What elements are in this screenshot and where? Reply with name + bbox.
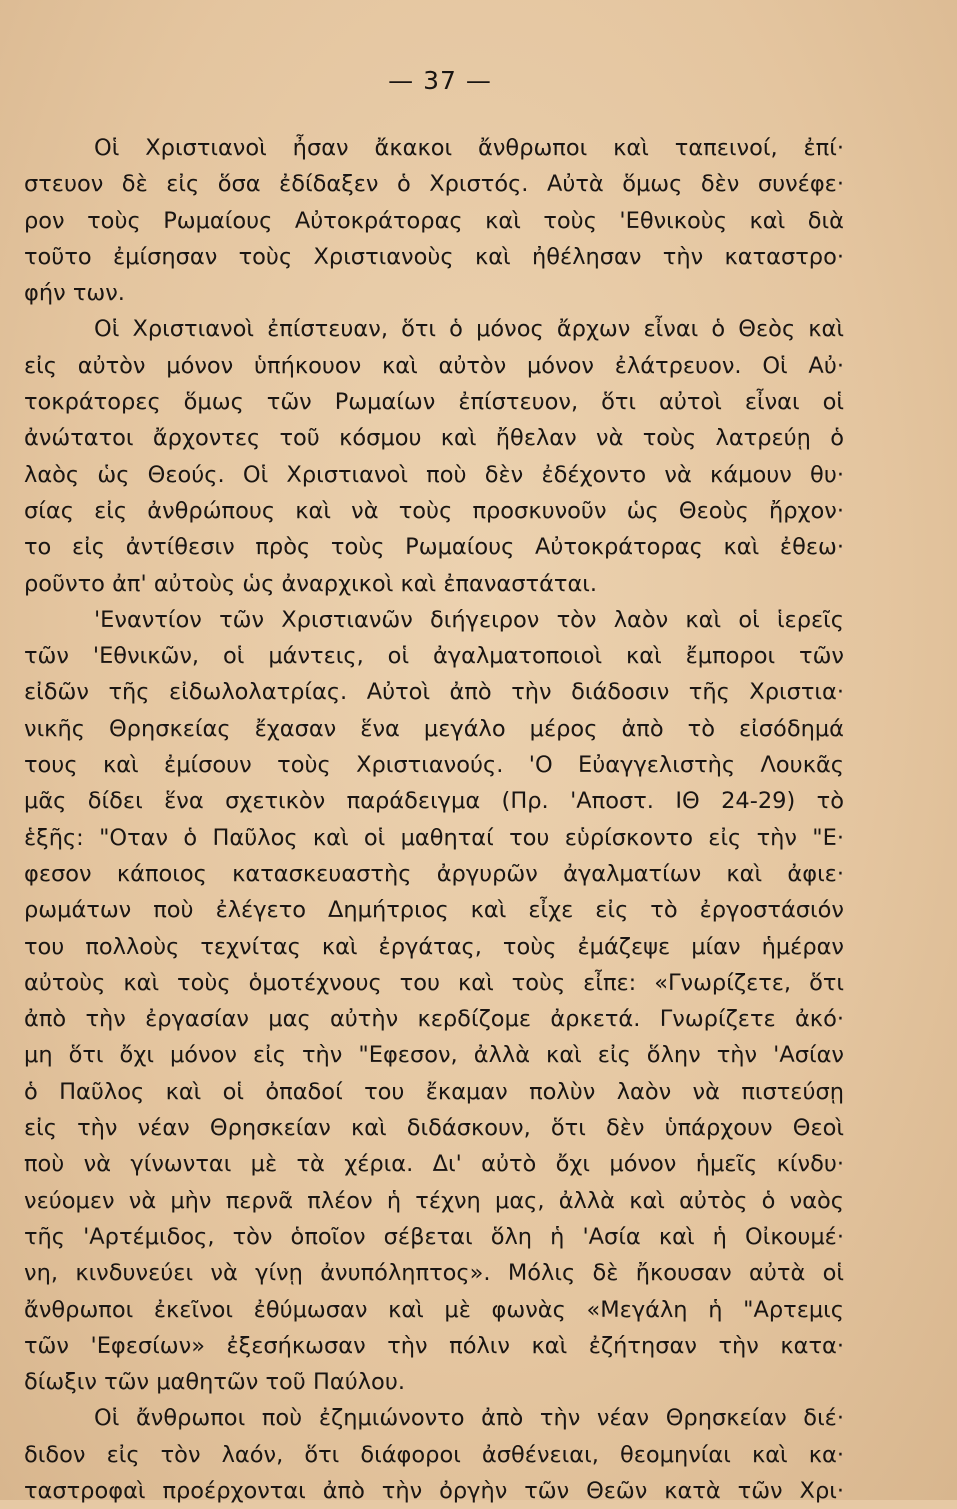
- text-line: ἄνθρωποι ἐκεῖνοι ἐθύμωσαν καὶ μὲ φωνὰς «Μεγάλη ἡ "Αρτεμις: [24, 1296, 844, 1323]
- text-line: λαὸς ὡς Θεούς. Οἱ Χριστιανοὶ ποὺ δὲν ἐδέχοντο νὰ κάμουν θυ·: [24, 461, 844, 488]
- text-line: νικῆς Θρησκείας ἔχασαν ἕνα μεγάλο μέρος ἀπὸ τὸ εἰσόδημά: [24, 715, 844, 742]
- text-line: μη ὅτι ὄχι μόνον εἰς τὴν "Εφεσον, ἀλλὰ καὶ εἰς ὅλην τὴν 'Ασίαν: [24, 1042, 844, 1069]
- text-line: νεύομεν νὰ μὴν περνᾶ πλέον ἡ τέχνη μας, ἀλλὰ καὶ αὐτὸς ὁ ναὸς: [24, 1187, 844, 1214]
- text-line: το εἰς ἀντίθεσιν πρὸς τοὺς Ρωμαίους Αὐτοκράτορας καὶ ἐθεω·: [24, 534, 844, 561]
- text-line: εἰς αὐτὸν μόνον ὑπήκουον καὶ αὐτὸν μόνον ἐλάτρευον. Οἱ Αὐ·: [24, 352, 844, 379]
- paragraph-3: [24, 602, 844, 1401]
- text-line: φεσον κάποιος κατασκευαστὴς ἀργυρῶν ἀγαλματίων καὶ ἀφιε·: [24, 860, 844, 887]
- text-line: ποὺ νὰ γίνωνται μὲ τὰ χέρια. Δι' αὐτὸ ὄχι μόνον ἡμεῖς κίνδυ·: [24, 1151, 844, 1178]
- text-line: ἑξῆς: "Οταν ὁ Παῦλος καὶ οἱ μαθηταί του εὑρίσκοντο εἰς τὴν "Ε·: [24, 824, 844, 851]
- text-line: τῶν 'Εφεσίων» ἐξεσήκωσαν τὴν πόλιν καὶ ἐζήτησαν τὴν κατα·: [24, 1332, 844, 1359]
- text-line: εἰδῶν τῆς εἰδωλολατρίας. Αὐτοὶ ἀπὸ τὴν διάδοσιν τῆς Χριστια·: [24, 679, 844, 706]
- text-line: τοῦτο ἐμίσησαν τοὺς Χριστιανοὺς καὶ ἠθέλησαν τὴν καταστρο·: [24, 243, 844, 270]
- text-line: ρωμάτων ποὺ ἐλέγετο Δημήτριος καὶ εἶχε εἰς τὸ ἐργοστάσιόν: [24, 897, 844, 924]
- text-line: εἰς τὴν νέαν Θρησκείαν καὶ διδάσκουν, ὅτι δὲν ὑπάρχουν Θεοὶ: [24, 1115, 844, 1142]
- text-line: νη, κινδυνεύει νὰ γίνῃ ἀνυπόληπτος». Μόλις δὲ ἤκουσαν αὐτὰ οἱ: [24, 1260, 844, 1287]
- text-line: στευον δὲ εἰς ὅσα ἐδίδαξεν ὁ Χριστός. Αὐτὰ ὅμως δὲν συνέφε·: [24, 171, 844, 198]
- text-line: ροῦντο ἀπ' αὐτοὺς ὡς ἀναρχικοὶ καὶ ἐπαναστάται.: [24, 570, 598, 597]
- body-text: [24, 130, 844, 1509]
- text-line: του πολλοὺς τεχνίτας καὶ ἐργάτας, τοὺς ἐμάζεψε μίαν ἡμέραν: [24, 933, 844, 960]
- paragraph-4: [24, 1400, 844, 1509]
- text-line: φήν των.: [24, 280, 125, 307]
- text-line: τοκράτορες ὅμως τῶν Ρωμαίων ἐπίστευον, ὅτι αὐτοὶ εἶναι οἱ: [24, 389, 844, 416]
- text-line: δίωξιν τῶν μαθητῶν τοῦ Παύλου.: [24, 1369, 405, 1396]
- text-line: Οἱ Χριστιανοὶ ἐπίστευαν, ὅτι ὁ μόνος ἄρχων εἶναι ὁ Θεὸς καὶ: [94, 316, 844, 343]
- paragraph-1: [24, 130, 844, 311]
- text-line: τῆς 'Αρτέμιδος, τὸν ὁποῖον σέβεται ὅλη ἡ 'Ασία καὶ ἡ Οἰκουμέ·: [24, 1223, 844, 1250]
- text-line: ἀνώτατοι ἄρχοντες τοῦ κόσμου καὶ ἤθελαν νὰ τοὺς λατρεύῃ ὁ: [24, 425, 844, 452]
- paragraph-2: [24, 311, 844, 601]
- text-line: μᾶς δίδει ἕνα σχετικὸν παράδειγμα (Πρ. 'Αποστ. ΙΘ 24-29) τὸ: [24, 788, 844, 815]
- text-line: ταστροφαὶ προέρχονται ἀπὸ τὴν ὀργὴν τῶν Θεῶν κατὰ τῶν Χρι·: [24, 1477, 844, 1504]
- text-line: τῶν 'Εθνικῶν, οἱ μάντεις, οἱ ἀγαλματοποιοὶ καὶ ἔμποροι τῶν: [24, 643, 844, 670]
- text-line: Οἱ ἄνθρωποι ποὺ ἐζημιώνοντο ἀπὸ τὴν νέαν Θρησκείαν διέ·: [94, 1405, 844, 1432]
- page-number: — 37 —: [388, 66, 492, 95]
- text-line: τους καὶ ἐμίσουν τοὺς Χριστιανούς. 'Ο Εὐαγγελιστὴς Λουκᾶς: [24, 752, 844, 779]
- text-line: ρον τοὺς Ρωμαίους Αὐτοκράτορας καὶ τοὺς 'Εθνικοὺς καὶ διὰ: [24, 207, 844, 234]
- text-line: διδον εἰς τὸν λαόν, ὅτι διάφοροι ἀσθένειαι, θεομηνίαι καὶ κα·: [24, 1441, 844, 1468]
- text-line: Οἱ Χριστιανοὶ ἦσαν ἄκακοι ἄνθρωποι καὶ ταπεινοί, ἐπί·: [94, 135, 844, 161]
- text-line: αὐτοὺς καὶ τοὺς ὁμοτέχνους του καὶ τοὺς εἶπε: «Γνωρίζετε, ὅτι: [24, 969, 844, 996]
- text-line: ὁ Παῦλος καὶ οἱ ὀπαδοί του ἔκαμαν πολὺν λαὸν νὰ πιστεύσῃ: [24, 1078, 844, 1105]
- text-line: σίας εἰς ἀνθρώπους καὶ νὰ τοὺς προσκυνοῦν ὡς Θεοὺς ἤρχον·: [24, 497, 844, 524]
- text-line: ἀπὸ τὴν ἐργασίαν μας αὐτὴν κερδίζομε ἀρκετά. Γνωρίζετε ἀκό·: [24, 1006, 844, 1033]
- text-line: 'Εναντίον τῶν Χριστιανῶν διήγειρον τὸν λαὸν καὶ οἱ ἱερεῖς: [94, 606, 844, 633]
